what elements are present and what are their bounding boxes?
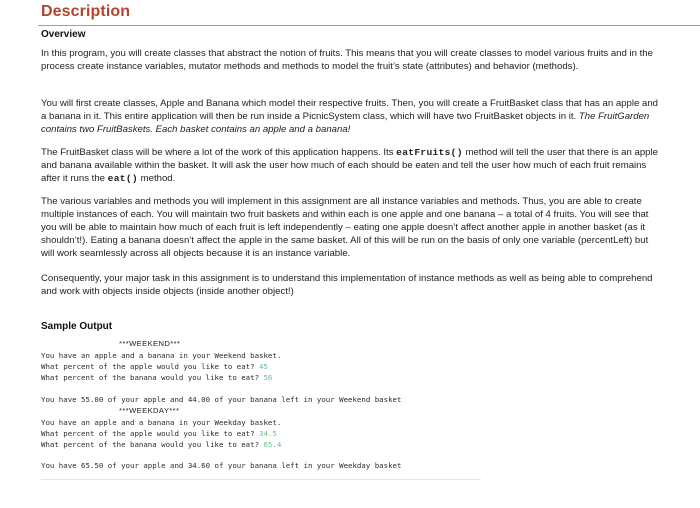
paragraph-consequently: Consequently, your major task in this assignment is to understand this implementation of instance methods as well as being able to comprehend and work with objects inside objects (inside another object!)	[41, 273, 653, 297]
paragraph-fruitbasket-text-3: method.	[137, 173, 176, 184]
output-prompt: What percent of the apple would you like to eat?	[41, 429, 260, 438]
paragraph-fruitbasket	[41, 146, 663, 185]
output-line: You have an apple and a banana in your Weekend basket.	[41, 351, 282, 360]
output-prompt: What percent of the banana would you like to eat?	[41, 373, 264, 382]
output-line: You have 55.00 of your apple and 44.00 of your banana left in your Weekend basket	[41, 395, 402, 404]
title-underline	[38, 25, 700, 26]
paragraph-intro: In this program, you will create classes that abstract the notion of fruits. This means that you will create classes to model various fruits and in the process create instance variables, mutator methods and methods to model the fruit’s state (attributes) and behavior (methods).	[41, 48, 653, 72]
output-prompt: What percent of the banana would you like to eat?	[41, 440, 264, 449]
output-prompt: What percent of the apple would you like to eat?	[41, 362, 260, 371]
code-eatfruits: eatFruits()	[396, 147, 463, 158]
output-line: You have 65.50 of your apple and 34.60 of your banana left in your Weekday basket	[41, 461, 402, 470]
output-banner-weekday: ***WEEKDAY***	[119, 406, 180, 415]
paragraph-fruitbasket-text-2: method will tell the user that there is an apple and banana available within the basket. It will ask the user how much of each should be eaten and tell the user how much of each fruit remains after it runs the	[41, 147, 658, 184]
paragraph-classes	[41, 97, 663, 136]
output-line	[41, 440, 281, 449]
paragraph-classes-italic: The FruitGarden contains two FruitBaskets. Each basket contains an apple and a banana!	[41, 111, 650, 135]
output-line	[41, 373, 272, 382]
output-line: You have an apple and a banana in your Weekday basket.	[41, 418, 282, 427]
output-user-input: 34.5	[259, 429, 277, 438]
paragraph-classes-text: You will first create classes, Apple and Banana which model their respective fruits. Then, you will create a FruitBasket class that has an apple and a banana in it. This entire application will then be run inside a PicnicSystem class, which will have two FruitBasket objects in it.	[41, 98, 658, 122]
paragraph-fruitbasket-text-1: The FruitBasket class will be where a lot of the work of this application happens. Its	[41, 147, 397, 158]
output-divider	[41, 479, 481, 480]
page-title: Description	[41, 3, 131, 20]
output-line	[41, 429, 277, 438]
output-line	[41, 362, 268, 371]
paragraph-instance-variables: The various variables and methods you will implement in this assignment are all instance variables and methods. Thus, you are able to create multiple instances of each. You will maintain two fruit baskets and within each is one apple and one banana – a total of 4 fruits. You will see that you will be able to maintain how much of each fruit is left independently – eating one apple doesn’t affect another apple in another basket (as it shouldn’t!). Eating a banana doesn’t affect the apple in the same basket. All of this will be run on the basis of only one variable (percentLeft) but will work seamlessly across all objects because it is an instance variable.	[41, 196, 649, 259]
sample-output-heading: Sample Output	[41, 321, 113, 332]
output-user-input: 65.4	[263, 440, 282, 449]
output-banner-weekend: ***WEEKEND***	[119, 339, 181, 348]
code-eat: eat()	[107, 173, 138, 184]
output-user-input: 45	[259, 362, 268, 371]
output-user-input: 56	[263, 373, 273, 382]
overview-heading: Overview	[41, 29, 86, 40]
